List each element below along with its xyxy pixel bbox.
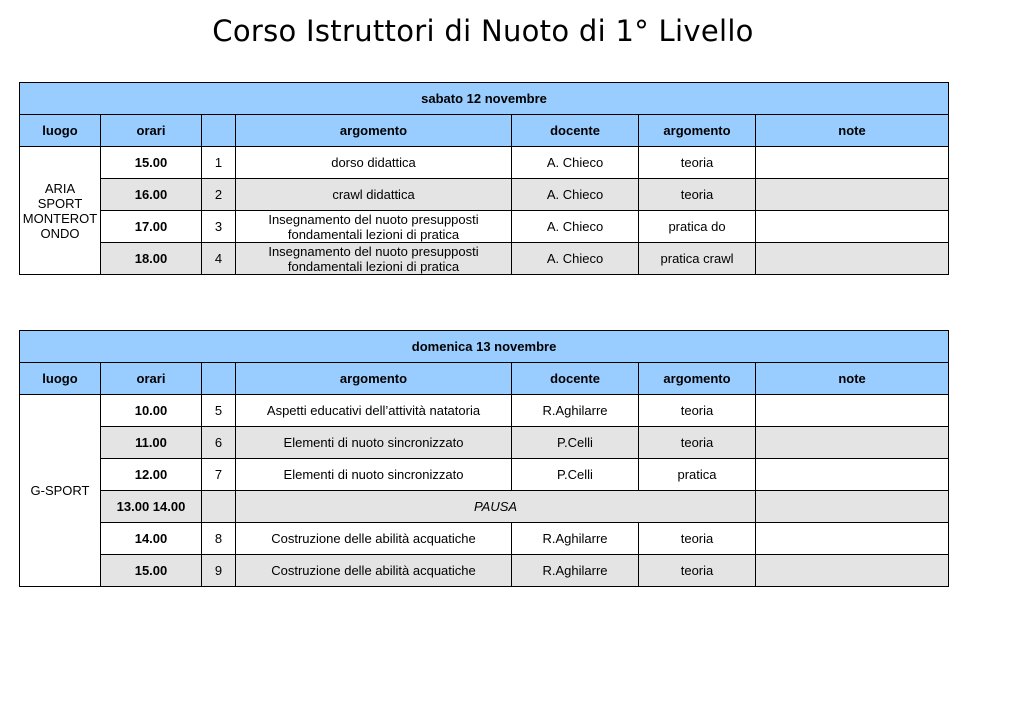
note-cell [756,427,949,459]
type-cell: teoria [639,395,756,427]
teacher-cell: P.Celli [512,459,639,491]
time-cell: 18.00 [101,243,202,275]
header-row [20,115,949,147]
table-row [20,395,949,427]
type-cell: pratica crawl [639,243,756,275]
teacher-cell: R.Aghilarre [512,395,639,427]
teacher-cell: P.Celli [512,427,639,459]
table-row [20,179,949,211]
note-cell [756,395,949,427]
col-docente: docente [512,115,639,147]
col-orari: orari [101,115,202,147]
note-cell [756,459,949,491]
type-cell: pratica [639,459,756,491]
number-cell: 5 [202,395,236,427]
type-cell: teoria [639,147,756,179]
topic-cell: Insegnamento del nuoto presupposti fondamentali lezioni di pratica [236,211,512,243]
time-cell: 13.00 14.00 [101,491,202,523]
time-cell: 15.00 [101,555,202,587]
topic-cell: crawl didattica [236,179,512,211]
pause-cell: PAUSA [236,491,756,523]
place-cell: G-SPORT [20,395,101,587]
table-row [20,243,949,275]
teacher-cell: R.Aghilarre [512,555,639,587]
col-luogo: luogo [20,115,101,147]
schedule-table-saturday [19,82,949,275]
topic-cell: dorso didattica [236,147,512,179]
teacher-cell: A. Chieco [512,147,639,179]
type-cell: teoria [639,427,756,459]
page-title: Corso Istruttori di Nuoto di 1° Livello [212,14,754,48]
header-row [20,363,949,395]
schedule-table-sunday [19,330,949,587]
time-cell: 15.00 [101,147,202,179]
note-cell [756,211,949,243]
type-cell: teoria [639,523,756,555]
col-note: note [756,115,949,147]
col-argomento-type: argomento [639,363,756,395]
number-cell: 2 [202,179,236,211]
day-heading: domenica 13 novembre [20,331,949,363]
number-cell: 6 [202,427,236,459]
col-docente: docente [512,363,639,395]
time-cell: 10.00 [101,395,202,427]
number-cell [202,491,236,523]
number-cell: 9 [202,555,236,587]
note-cell [756,491,949,523]
number-cell: 1 [202,147,236,179]
col-argomento: argomento [236,363,512,395]
type-cell: teoria [639,555,756,587]
note-cell [756,523,949,555]
col-number [202,363,236,395]
number-cell: 8 [202,523,236,555]
type-cell: pratica do [639,211,756,243]
table-row [20,147,949,179]
col-orari: orari [101,363,202,395]
teacher-cell: A. Chieco [512,243,639,275]
topic-cell: Costruzione delle abilità acquatiche [236,523,512,555]
time-cell: 12.00 [101,459,202,491]
number-cell: 7 [202,459,236,491]
note-cell [756,179,949,211]
table-row [20,427,949,459]
teacher-cell: A. Chieco [512,211,639,243]
table-row [20,211,949,243]
topic-cell: Insegnamento del nuoto presupposti fondamentali lezioni di pratica [236,243,512,275]
day-heading: sabato 12 novembre [20,83,949,115]
time-cell: 17.00 [101,211,202,243]
place-cell: ARIA SPORT MONTEROT ONDO [20,147,101,275]
type-cell: teoria [639,179,756,211]
note-cell [756,243,949,275]
col-argomento-type: argomento [639,115,756,147]
col-argomento: argomento [236,115,512,147]
number-cell: 4 [202,243,236,275]
time-cell: 14.00 [101,523,202,555]
topic-cell: Aspetti educativi dell’attività natatoria [236,395,512,427]
topic-cell: Elementi di nuoto sincronizzato [236,459,512,491]
teacher-cell: R.Aghilarre [512,523,639,555]
number-cell: 3 [202,211,236,243]
note-cell [756,555,949,587]
col-note: note [756,363,949,395]
table-row [20,459,949,491]
time-cell: 16.00 [101,179,202,211]
col-luogo: luogo [20,363,101,395]
topic-cell: Elementi di nuoto sincronizzato [236,427,512,459]
time-cell: 11.00 [101,427,202,459]
col-number [202,115,236,147]
teacher-cell: A. Chieco [512,179,639,211]
topic-cell: Costruzione delle abilità acquatiche [236,555,512,587]
note-cell [756,147,949,179]
table-row [20,555,949,587]
pause-row [20,491,949,523]
table-row [20,523,949,555]
